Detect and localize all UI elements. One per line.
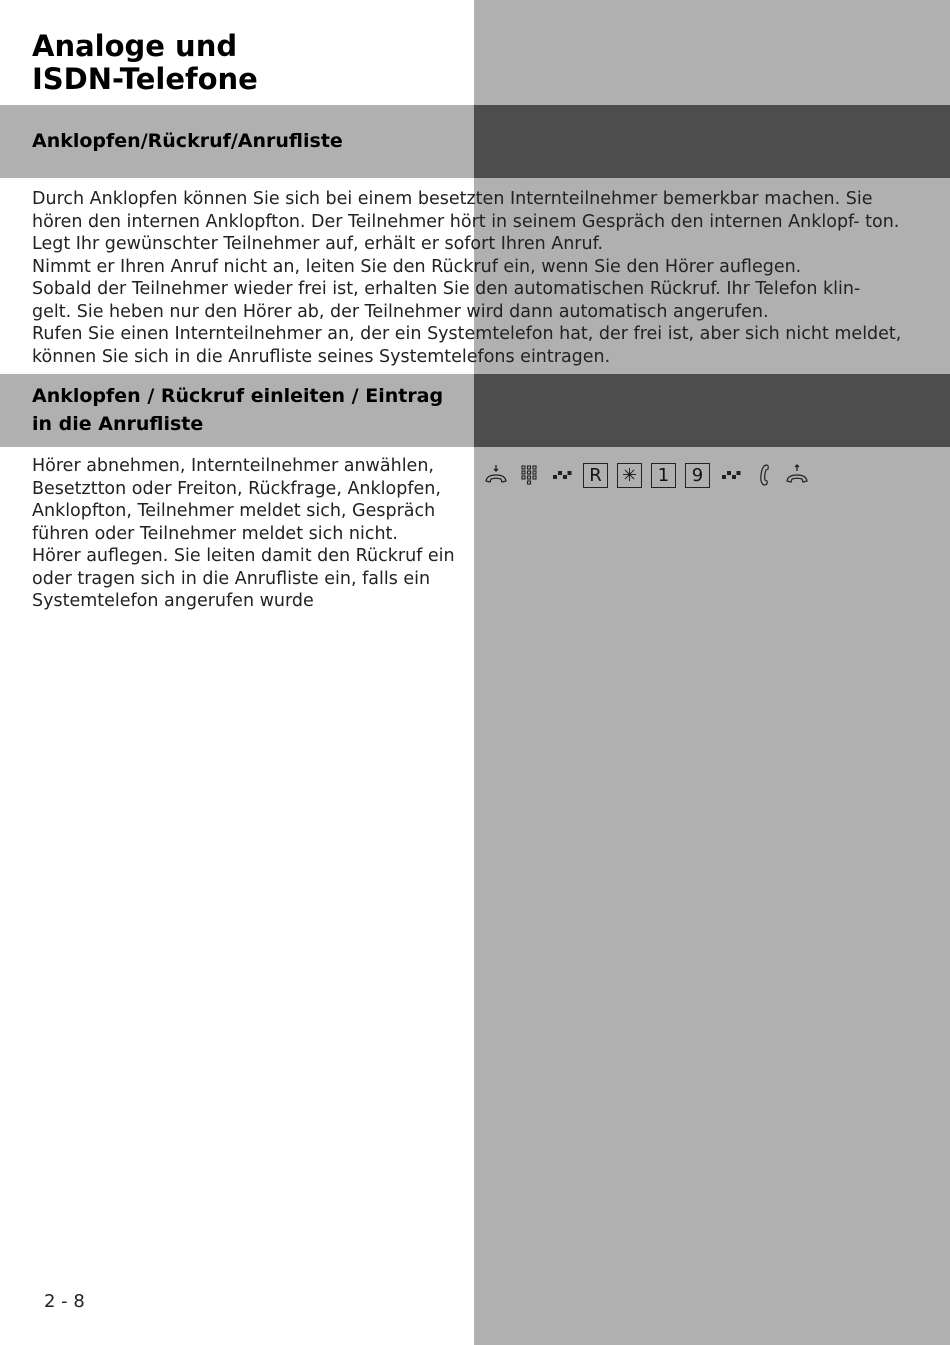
step-line: Hörer auflegen. Sie leiten damit den Rückruf ein	[32, 546, 455, 566]
tone-signal-icon	[550, 462, 574, 488]
handset-lift-icon	[484, 462, 508, 488]
key-sequence	[484, 461, 809, 489]
handset-hangup-icon	[785, 462, 809, 488]
intro-paragraph-1: Durch Anklopfen können Sie sich bei einem besetzten Internteilnehmer bemerkbar machen. Sie hören den internen Anklopfton. Der Teilnehmer hört in seinem Gespräch den internen Anklopf- ton. Legt Ihr gewünschter Teilnehmer auf, erhält er sofort Ihren Anruf.	[32, 189, 900, 254]
title-line-1: Analoge und	[32, 29, 238, 63]
keypad-icon	[517, 462, 541, 488]
intro-text	[32, 188, 902, 368]
procedure-steps	[32, 455, 472, 613]
title-line-2: ISDN-Telefone	[32, 62, 258, 96]
section-heading-1: Anklopfen/Rückruf/Anrufliste	[32, 130, 343, 152]
section-heading-2-line-2: in die Anrufliste	[32, 413, 204, 435]
step-line: führen oder Teilnehmer meldet sich nicht.	[32, 523, 398, 544]
intro-paragraph-4: Rufen Sie einen Internteilnehmer an, der ein Systemtelefon hat, der frei ist, aber sich nicht meldet, können Sie sich in die Anrufliste seines Systemtelefons eintragen.	[32, 324, 902, 367]
section-heading-2	[32, 382, 443, 438]
step-line: Systemtelefon angerufen wurde	[32, 591, 314, 611]
tone-signal-icon	[719, 462, 743, 488]
speaking-handset-icon	[752, 462, 776, 488]
page-number: 2 - 8	[44, 1291, 85, 1312]
key-r-button: R	[583, 463, 608, 488]
step-line: Besetztton oder Freiton, Rückfrage, Anklopfen,	[32, 478, 441, 499]
page-title	[32, 30, 258, 96]
intro-paragraph-3: Sobald der Teilnehmer wieder frei ist, erhalten Sie den automatischen Rückruf. Ihr Telefon klin- gelt. Sie heben nur den Hörer ab, der Teilnehmer wird dann automatisch angerufen.	[32, 279, 861, 322]
step-line: Hörer abnehmen, Internteilnehmer anwählen,	[32, 456, 434, 476]
intro-paragraph-2: Nimmt er Ihren Anruf nicht an, leiten Sie den Rückruf ein, wenn Sie den Hörer auflegen.	[32, 256, 802, 277]
step-line: oder tragen sich in die Anrufliste ein, falls ein	[32, 568, 431, 589]
key-1-button: 1	[651, 463, 676, 488]
step-line: Anklopfton, Teilnehmer meldet sich, Gespräch	[32, 501, 436, 521]
key-9-button: 9	[685, 463, 710, 488]
key-star-button: ✳	[617, 463, 642, 488]
section-heading-2-line-1: Anklopfen / Rückruf einleiten / Eintrag	[32, 385, 444, 407]
